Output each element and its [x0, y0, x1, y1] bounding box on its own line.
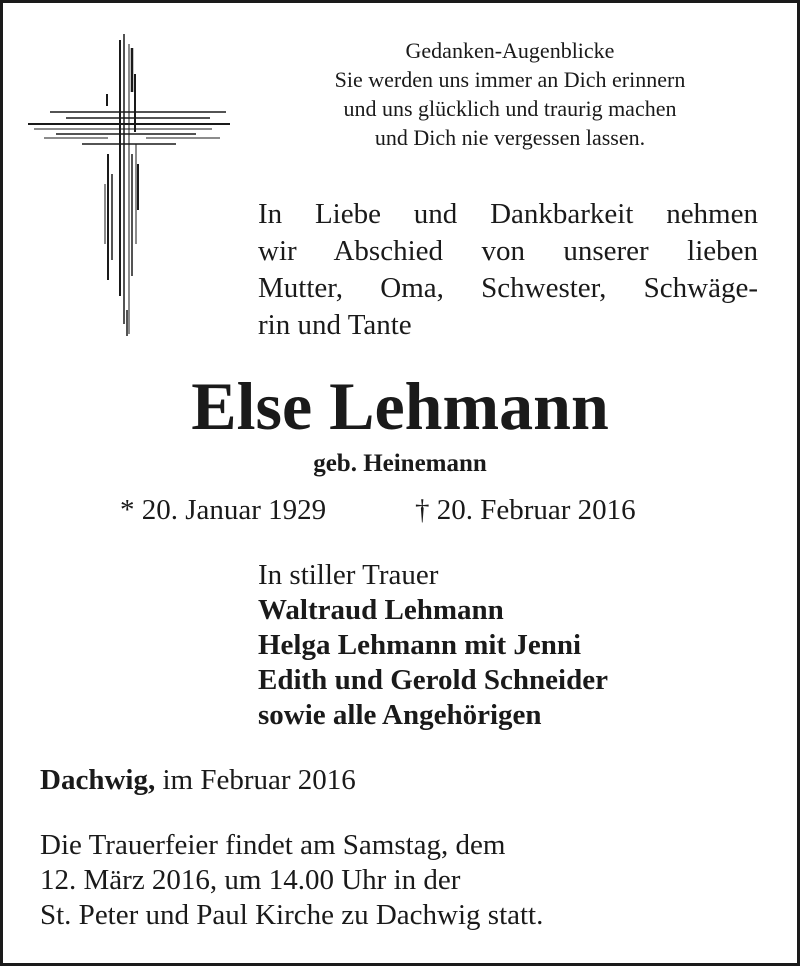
maiden-name: geb. Heinemann: [313, 450, 487, 477]
poem-line: und uns glücklich und traurig machen: [343, 96, 677, 121]
mourners-block: [258, 558, 608, 733]
mourners-intro: In stiller Trauer: [258, 559, 439, 591]
death-date: † 20. Februar 2016: [415, 494, 636, 526]
funeral-line: St. Peter und Paul Kirche zu Dachwig statt.: [40, 899, 544, 931]
cross-icon: [26, 34, 232, 338]
mourner-name: Edith und Gerold Schneider: [258, 664, 608, 696]
deceased-name: Else Lehmann: [191, 368, 609, 444]
place-date-text: im Februar 2016: [155, 764, 356, 796]
poem-line: und Dich nie vergessen lassen.: [374, 125, 646, 150]
intro-line: rin und Tante: [258, 309, 412, 341]
mourner-name: Waltraud Lehmann: [258, 594, 504, 626]
mourner-name: sowie alle Angehörigen: [258, 699, 542, 731]
place-date: [40, 762, 356, 798]
intro-text: [258, 196, 758, 344]
poem: [262, 36, 758, 152]
funeral-info: [40, 828, 543, 933]
birth-date: * 20. Januar 1929: [120, 494, 327, 526]
intro-line: Mutter, Oma, Schwester, Schwäge-: [258, 272, 758, 304]
poem-line: Sie werden uns immer an Dich erinnern: [334, 67, 686, 92]
funeral-line: 12. März 2016, um 14.00 Uhr in der: [40, 864, 461, 896]
poem-line: Gedanken-Augenblicke: [405, 38, 615, 63]
intro-line: In Liebe und Dankbarkeit nehmen: [258, 198, 758, 230]
place-city: Dachwig,: [40, 764, 156, 796]
intro-line: wir Abschied von unserer lieben: [258, 235, 758, 267]
mourner-name: Helga Lehmann mit Jenni: [258, 629, 582, 661]
funeral-line: Die Trauerfeier findet am Samstag, dem: [40, 829, 506, 861]
